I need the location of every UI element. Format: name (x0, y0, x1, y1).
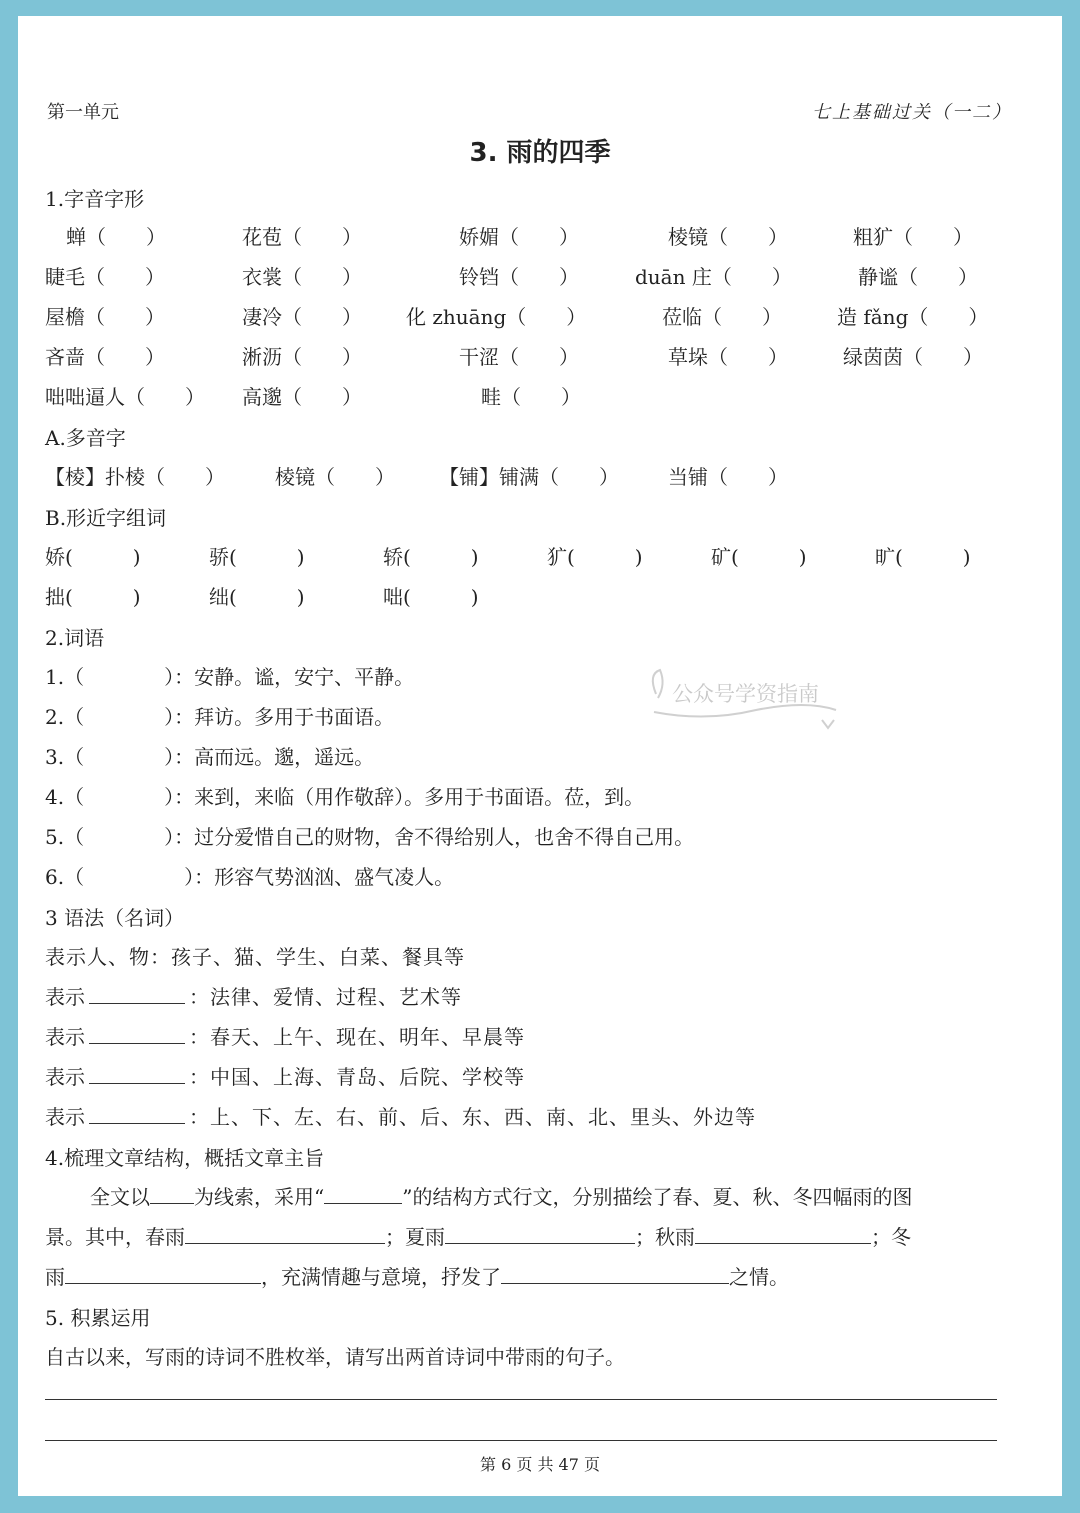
noun-line-prefix: 表示 (45, 985, 85, 1009)
text-segment: ”的结构方式行文，分别描绘了春、夏、秋、冬四幅雨的图 (402, 1185, 913, 1209)
text-segment: ；冬 (871, 1225, 911, 1249)
section-heading-similar-chars: B.形近字组词 (45, 506, 167, 530)
pinyin-item: 化 zhuāng（ ） (406, 305, 587, 329)
pinyin-item: 凄冷（ ） (242, 305, 362, 329)
similar-char-item: 娇( ) (45, 545, 141, 569)
application-prompt: 自古以来，写雨的诗词不胜枚举，请写出两首诗词中带雨的句子。 (45, 1345, 625, 1369)
similar-char-item: 旷( ) (875, 545, 971, 569)
pinyin-item: 莅临（ ） (662, 305, 782, 329)
pinyin-item: 咄咄逼人（ ） (45, 385, 205, 409)
answer-blank-structure[interactable] (324, 1203, 402, 1204)
vocab-item: 5.（ ）：过分爱惜自己的财物，舍不得给别人，也舍不得自己用。 (45, 825, 695, 849)
noun-line-examples: ：中国、上海、青岛、后院、学校等 (189, 1065, 525, 1089)
answer-blank-spring[interactable] (185, 1243, 385, 1244)
similar-char-item: 拙( ) (45, 585, 141, 609)
answer-blank-summer[interactable] (445, 1243, 635, 1244)
polyphone-item: 当铺（ ） (668, 465, 788, 489)
polyphone-item: 【铺】铺满（ ） (439, 465, 619, 489)
pinyin-item: 棱镜（ ） (668, 225, 788, 249)
pinyin-item: 绿茵茵（ ） (843, 345, 983, 369)
answer-blank[interactable] (89, 1083, 185, 1084)
pinyin-item: 粗犷（ ） (853, 225, 973, 249)
answer-line[interactable] (45, 1440, 997, 1441)
pinyin-item: 屋檐（ ） (45, 305, 165, 329)
noun-line (45, 981, 462, 1010)
unit-label: 第一单元 (47, 102, 119, 123)
similar-char-item: 犷( ) (547, 545, 643, 569)
vocab-item: 4.（ ）：来到，来临（用作敬辞）。多用于书面语。莅，到。 (45, 785, 645, 809)
text-segment: ；秋雨 (635, 1225, 695, 1249)
noun-line (45, 1021, 525, 1050)
watermark (646, 664, 846, 739)
pinyin-item: 睫毛（ ） (45, 265, 165, 289)
text-segment: 景。其中，春雨 (45, 1225, 185, 1249)
text-segment: 雨 (45, 1265, 65, 1289)
similar-char-item: 矿( ) (711, 545, 807, 569)
pinyin-item: 铃铛（ ） (459, 265, 579, 289)
polyphone-item: 【棱】扑棱（ ） (45, 465, 225, 489)
similar-char-item: 咄( ) (383, 585, 479, 609)
series-label: 七上基础过关（一二） (812, 102, 1012, 123)
pinyin-item: duān 庄（ ） (635, 265, 792, 289)
pinyin-item: 蝉（ ） (66, 225, 166, 249)
pinyin-item: 娇媚（ ） (459, 225, 579, 249)
similar-char-item: 骄( ) (209, 545, 305, 569)
vocab-item: 2.（ ）：拜访。多用于书面语。 (45, 705, 395, 729)
text-segment: 为线索，采用“ (194, 1185, 325, 1209)
answer-blank[interactable] (89, 1043, 185, 1044)
noun-line-examples: ：法律、爱情、过程、艺术等 (189, 985, 462, 1009)
answer-blank[interactable] (89, 1123, 185, 1124)
noun-line (45, 1101, 756, 1130)
noun-line-people: 表示人、物：孩子、猫、学生、白菜、餐具等 (45, 945, 465, 969)
pinyin-item: 淅沥（ ） (242, 345, 362, 369)
text-segment: 全文以 (90, 1185, 150, 1209)
section-heading-pronunciation: 1.字音字形 (45, 187, 145, 211)
noun-line-examples: ：上、下、左、右、前、后、东、西、南、北、里头、外边等 (189, 1105, 756, 1129)
pinyin-item: 花苞（ ） (242, 225, 362, 249)
vocab-item: 6.（ ）：形容气势汹汹、盛气凌人。 (45, 865, 455, 889)
similar-char-item: 绌( ) (209, 585, 305, 609)
structure-line-1 (90, 1181, 912, 1210)
pinyin-item: 吝啬（ ） (45, 345, 165, 369)
pinyin-item: 草垛（ ） (668, 345, 788, 369)
section-heading-structure: 4.梳理文章结构，概括文章主旨 (45, 1146, 325, 1170)
noun-line-prefix: 表示 (45, 1105, 85, 1129)
structure-line-3 (45, 1261, 789, 1290)
watermark-text: 公众号学资指南 (672, 682, 819, 706)
noun-line-prefix: 表示 (45, 1065, 85, 1089)
text-segment: 之情。 (729, 1265, 789, 1289)
answer-blank[interactable] (89, 1003, 185, 1004)
answer-blank-emotion[interactable] (501, 1283, 729, 1284)
answer-blank-clue[interactable] (150, 1203, 194, 1204)
answer-blank-autumn[interactable] (695, 1243, 871, 1244)
section-heading-application: 5. 积累运用 (45, 1306, 151, 1330)
noun-line (45, 1061, 525, 1090)
pinyin-item: 衣裳（ ） (242, 265, 362, 289)
pinyin-item: 高邈（ ） (242, 385, 362, 409)
pinyin-item: 畦（ ） (481, 385, 581, 409)
text-segment: ；夏雨 (385, 1225, 445, 1249)
section-heading-polyphone: A.多音字 (45, 426, 126, 450)
structure-line-2 (45, 1221, 911, 1250)
vocab-item: 3.（ ）：高而远。邈，遥远。 (45, 745, 375, 769)
pinyin-item: 干涩（ ） (459, 345, 579, 369)
page-number: 第 6 页 共 47 页 (480, 1455, 600, 1474)
similar-char-item: 轿( ) (383, 545, 479, 569)
pinyin-item: 造 fǎng（ ） (837, 305, 989, 329)
text-segment: ，充满情趣与意境，抒发了 (261, 1265, 501, 1289)
noun-line-examples: ：春天、上午、现在、明年、早晨等 (189, 1025, 525, 1049)
polyphone-item: 棱镜（ ） (275, 465, 395, 489)
answer-blank-winter[interactable] (65, 1283, 261, 1284)
answer-line[interactable] (45, 1399, 997, 1400)
vocab-item: 1.（ ）：安静。谧，安宁、平静。 (45, 665, 415, 689)
section-heading-grammar: 3 语法（名词） (45, 906, 185, 930)
pinyin-item: 静谧（ ） (858, 265, 978, 289)
noun-line-prefix: 表示 (45, 1025, 85, 1049)
page-title: 3. 雨的四季 (469, 138, 611, 168)
section-heading-vocabulary: 2.词语 (45, 626, 105, 650)
worksheet-page (18, 16, 1062, 1496)
